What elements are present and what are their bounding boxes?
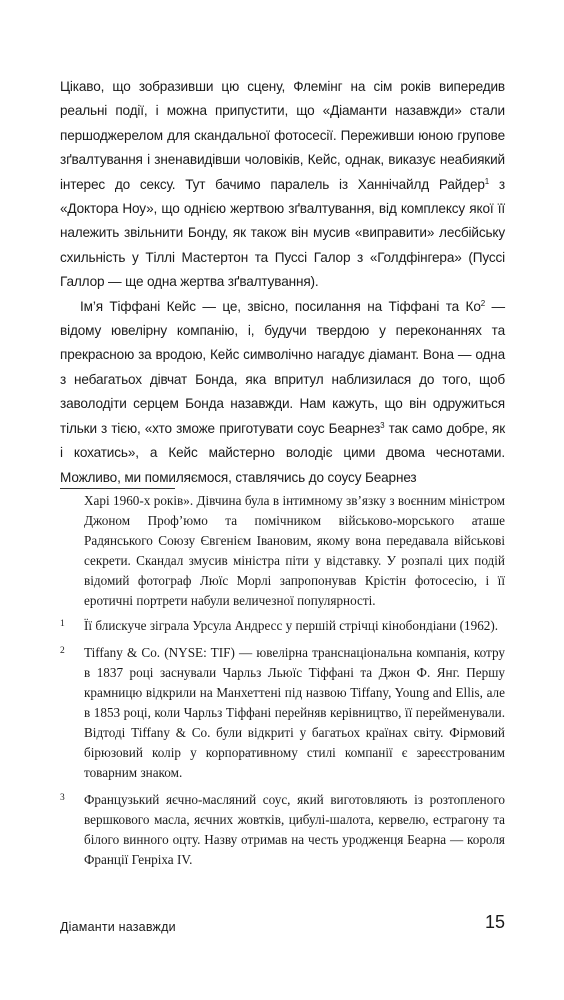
paragraph-2-text-cont: — відому ювелірну компанію, і, будучи твердою у переконаннях та прекрасною за вродою, Кейс символічно нагадує діамант. Вона — одна з небагатьох дівчат Бонда, яка впритул наблизилася до того, щоб заволодіти серцем Бонда назавжди. Нам кажуть, що він одружиться тільки з тією, «хто зможе приготувати соус Беарнез — [60, 298, 505, 436]
page-number: 15 — [484, 912, 505, 932]
running-title: Діаманти назавжди — [60, 920, 176, 934]
footnote-text: Її блискуче зіграла Урсула Андресс у першій стрічці кінобондіани (1962). — [84, 618, 499, 633]
footnote-1 — [60, 616, 505, 636]
footnote-divider — [60, 488, 175, 489]
footnote-3 — [60, 790, 505, 870]
footnote-continuation: Харі 1960-х років». Дівчина була в інтимному зв’язку з воєнним міністром Джоном Проф’юмо та помічником військово-морського аташе Радянського Союзу Євгенієм Івановим, якому вона передавала військові секрети. Скандал змусив міністра піти у відставку. У розпалі цих подій відомий фотограф Люїс Морлі запропонував Крістін фотосесію, і її еротичні портрети набули величезної популярності. — [84, 493, 505, 608]
paragraph-1-text: Цікаво, що зобразивши цю сцену, Флемінг на сім років випередив реальні події, і можна припустити, що «Діаманти назавжди» стали першоджерелом для скандальної фотосесії. Переживши юною групове зґвалтування і зненавидівши чоловіків, Кейс, однак, виказує неабиякий інтерес до сексу. Тут бачимо паралель із Ханнічайлд Райдер — [60, 79, 505, 192]
paragraph-1-text-cont: з «Доктора Ноу», що однією жертвою зґвалтування, від комплексу якої її належить звільнити Бонду, як також він мусив «виправити» лесбійську схильність у Тіллі Мастертон та Пуссі Галор з «Голдфінгера» (Пуссі Галлор — ще одна жертва зґвалтування). — [60, 176, 505, 290]
paragraph-2 — [60, 295, 505, 490]
paragraph-2-text: Ім’я Тіффані Кейс — це, звісно, посилання на Тіффані та Ко — [80, 298, 481, 314]
footnote-2 — [60, 643, 505, 783]
footnote-list — [60, 616, 505, 877]
footnote-number: 1 — [60, 619, 65, 629]
paragraph-1 — [60, 75, 505, 295]
footnote-text: Французький яєчно-масляний соус, який виготовляють із розтопленого вершкового масла, яєчних жовтків, цибулі-шалота, кервелю, естрагону та білого винного оцту. Назву отримав на честь уродженця Беарна — короля Франції Генріха IV. — [84, 792, 505, 867]
footnote-ref-3[interactable]: 3 — [380, 420, 385, 430]
footnote-ref-1[interactable]: 1 — [484, 176, 490, 186]
main-text — [60, 75, 505, 490]
footnote-number: 3 — [60, 793, 65, 803]
footnote-text: Tiffany & Co. (NYSE: TIF) — ювелірна транснаціональна компанія, котру в 1837 році заснували Чарльз Льюїс Тіффані та Джон Ф. Янг. Першу крамницю відкрили на Манхеттені під назвою Tiffany, Young and Ellis, але в 1853 році, коли Чарльз Тіффані перейняв керівництво, її перейменували. Відтоді Tiffany & Co. були відкриті у багатьох країнах світу. Фірмовий бірюзовий колір у корпоративному стилі компанії є зареєстрованим товарним знаком. — [84, 645, 505, 780]
paragraph-2-text-end: так само добре, як і кохатись», а Кейс майстерно володіє цими двома чеснотами. Можливо, ми помиляємося, ставлячись до соусу Беарнез — [60, 420, 505, 485]
footnote-ref-2[interactable]: 2 — [480, 298, 486, 308]
footnote-number: 2 — [60, 646, 65, 656]
